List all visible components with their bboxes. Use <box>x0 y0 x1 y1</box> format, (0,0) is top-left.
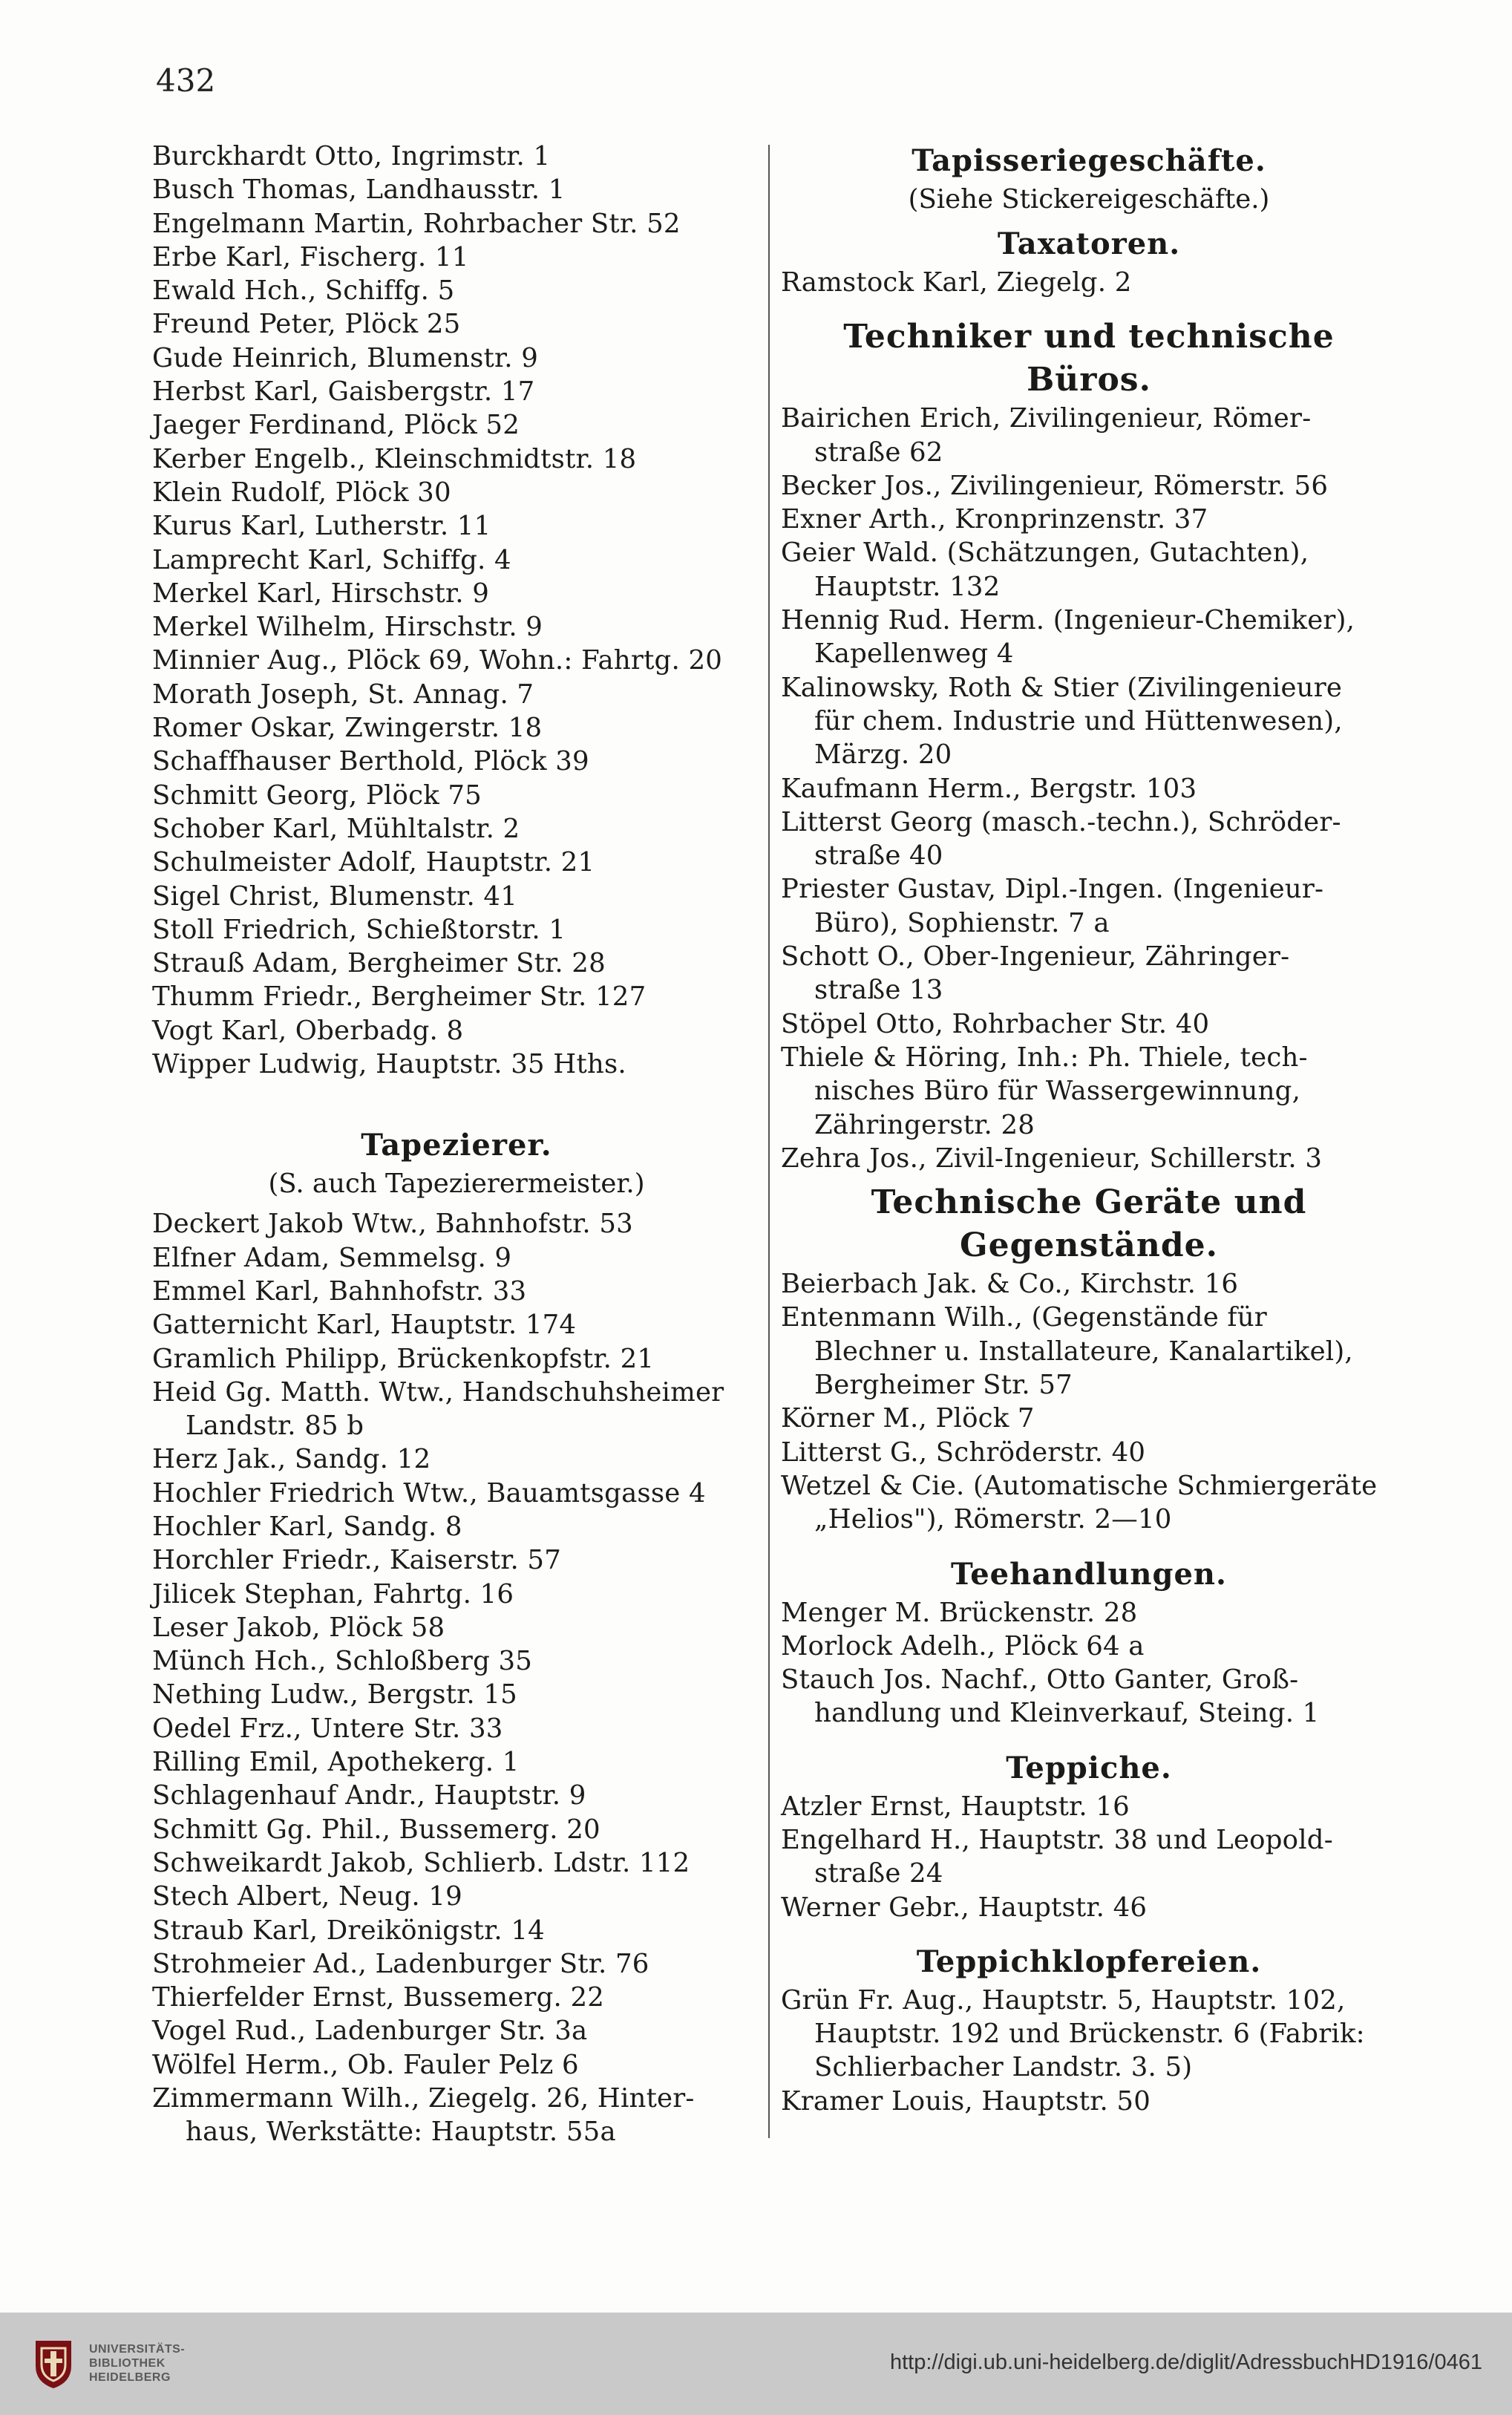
entry-list-taxatoren <box>781 266 1397 299</box>
directory-entry: Entenmann Wilh., (Gegenstände für <box>781 1302 1267 1333</box>
column-divider <box>768 145 770 2138</box>
section-heading-tapezierer: Tapezierer. <box>361 1128 552 1163</box>
directory-entry: Schmitt Gg. Phil., Bussemerg. 20 <box>152 1814 600 1845</box>
directory-entry: Straub Karl, Dreikönigstr. 14 <box>152 1915 545 1946</box>
directory-entry: Engelmann Martin, Rohrbacher Str. 52 <box>152 208 681 239</box>
directory-entry: Stauch Jos. Nachf., Otto Ganter, Groß- <box>781 1664 1299 1696</box>
directory-entry: Werner Gebr., Hauptstr. 46 <box>781 1892 1148 1923</box>
directory-entry: Kramer Louis, Hauptstr. 50 <box>781 2085 1151 2117</box>
directory-entry: Schott O., Ober-Ingenieur, Zähringer- <box>781 941 1290 973</box>
directory-entry: Thumm Friedr., Bergheimer Str. 127 <box>152 981 647 1013</box>
directory-entry-continuation: für chem. Industrie und Hüttenwesen), <box>814 705 1343 736</box>
directory-entry: Kalinowsky, Roth & Stier (Zivilingenieure <box>781 672 1343 703</box>
directory-entry: Herbst Karl, Gaisbergstr. 17 <box>152 376 535 408</box>
directory-entry: Bairichen Erich, Zivilingenieur, Römer- <box>781 403 1312 434</box>
section-heading-tapisserie: Tapisseriegeschäfte. <box>912 143 1266 178</box>
directory-entry: Morlock Adelh., Plöck 64 a <box>781 1630 1145 1661</box>
directory-entry: Strauß Adam, Bergheimer Str. 28 <box>152 948 606 979</box>
directory-entry: Sigel Christ, Blumenstr. 41 <box>152 880 517 912</box>
directory-entry: Geier Wald. (Schätzungen, Gutachten), <box>781 537 1309 569</box>
directory-entry: Merkel Wilhelm, Hirschstr. 9 <box>152 612 543 643</box>
directory-entry: Hochler Friedrich Wtw., Bauamtsgasse 4 <box>152 1477 706 1509</box>
directory-entry-continuation: Zähringerstr. 28 <box>814 1109 1035 1140</box>
directory-entry-continuation: Bergheimer Str. 57 <box>814 1370 1073 1401</box>
right-column <box>781 140 1397 2118</box>
directory-entry: Litterst Georg (masch.-techn.), Schröder- <box>781 806 1341 837</box>
section-heading-teppichklopfereien: Teppichklopfereien. <box>916 1944 1262 1979</box>
directory-entry: Zimmermann Wilh., Ziegelg. 26, Hinter- <box>152 2083 695 2114</box>
directory-entry: Schaffhauser Berthold, Plöck 39 <box>152 746 589 777</box>
directory-entry: Beierbach Jak. & Co., Kirchstr. 16 <box>781 1269 1239 1300</box>
directory-entry: Atzler Ernst, Hauptstr. 16 <box>781 1791 1130 1822</box>
section-heading-technische-geraete: Technische Geräte und Gegenstände. <box>871 1183 1307 1265</box>
directory-entry: Litterst G., Schröderstr. 40 <box>781 1437 1146 1468</box>
directory-entry: Stoll Friedrich, Schießtorstr. 1 <box>152 914 566 945</box>
directory-entry: Wipper Ludwig, Hauptstr. 35 Hths. <box>152 1049 626 1080</box>
library-name-line: UNIVERSITÄTS- <box>89 2342 186 2356</box>
section-heading-taxatoren: Taxatoren. <box>997 226 1181 261</box>
directory-entry: Münch Hch., Schloßberg 35 <box>152 1646 533 1677</box>
directory-entry-continuation: Hauptstr. 132 <box>814 571 1001 602</box>
directory-entry: Gatternicht Karl, Hauptstr. 174 <box>152 1310 577 1341</box>
directory-entry-continuation: Kapellenweg 4 <box>814 638 1014 670</box>
directory-entry: Minnier Aug., Plöck 69, Wohn.: Fahrtg. 20 <box>152 645 723 676</box>
directory-entry: Thiele & Höring, Inh.: Ph. Thiele, tech- <box>781 1042 1308 1073</box>
directory-entry: Hennig Rud. Herm. (Ingenieur-Chemiker), <box>781 605 1355 636</box>
directory-entry-continuation: nisches Büro für Wassergewinnung, <box>814 1076 1301 1107</box>
directory-entry: Ewald Hch., Schiffg. 5 <box>152 275 455 307</box>
directory-entry: Leser Jakob, Plöck 58 <box>152 1612 445 1643</box>
directory-entry: Zehra Jos., Zivil-Ingenieur, Schillerstr. 3 <box>781 1143 1323 1174</box>
directory-entry: Rilling Emil, Apothekerg. 1 <box>152 1747 520 1778</box>
directory-entry-continuation: Hauptstr. 192 und Brückenstr. 6 (Fabrik: <box>814 2019 1365 2050</box>
directory-entry: Kurus Karl, Lutherstr. 11 <box>152 511 491 542</box>
directory-entry: Wetzel & Cie. (Automatische Schmiergeräte <box>781 1470 1378 1501</box>
directory-entry: Schlagenhauf Andr., Hauptstr. 9 <box>152 1780 586 1811</box>
directory-entry: Stech Albert, Neug. 19 <box>152 1881 462 1912</box>
directory-entry: Kerber Engelb., Kleinschmidtstr. 18 <box>152 443 637 474</box>
directory-entry: Lamprecht Karl, Schiffg. 4 <box>152 544 511 575</box>
entry-list-teppiche <box>781 1790 1397 1924</box>
section-note-tapisserie: (Siehe Stickereigeschäfte.) <box>908 184 1270 215</box>
entry-list-tapezierer-b <box>152 1442 761 2115</box>
library-name <box>89 2342 185 2385</box>
directory-entry: Körner M., Plöck 7 <box>781 1403 1035 1434</box>
directory-entry: Wölfel Herm., Ob. Fauler Pelz 6 <box>152 2049 579 2080</box>
directory-entry: Vogt Karl, Oberbadg. 8 <box>152 1015 464 1046</box>
directory-entry: Schober Karl, Mühltalstr. 2 <box>152 813 520 844</box>
directory-entry: Oedel Frz., Untere Str. 33 <box>152 1713 503 1744</box>
directory-entry: Emmel Karl, Bahnhofstr. 33 <box>152 1275 527 1307</box>
directory-entry: Priester Gustav, Dipl.-Ingen. (Ingenieur- <box>781 874 1324 905</box>
directory-entry: Menger M. Brückenstr. 28 <box>781 1597 1138 1628</box>
library-logo[interactable] <box>31 2336 185 2390</box>
directory-entry-continuation: straße 24 <box>814 1858 943 1889</box>
directory-entry: Schmitt Georg, Plöck 75 <box>152 780 482 811</box>
directory-entry-continuation: Büro), Sophienstr. 7 a <box>814 907 1110 938</box>
directory-entry: Burckhardt Otto, Ingrimstr. 1 <box>152 141 551 171</box>
directory-entry: Grün Fr. Aug., Hauptstr. 5, Hauptstr. 102, <box>781 1984 1346 2016</box>
page-number: 432 <box>156 62 216 99</box>
footer-bar <box>0 2313 1512 2415</box>
section-note-tapezierer: (S. auch Tapezierermeister.) <box>268 1169 645 1200</box>
directory-entry: Freund Peter, Plöck 25 <box>152 309 461 340</box>
directory-entry: Vogel Rud., Ladenburger Str. 3a <box>152 2016 588 2047</box>
directory-entry: Horchler Friedr., Kaiserstr. 57 <box>152 1545 562 1576</box>
directory-entry-continuation: „Helios"), Römerstr. 2—10 <box>814 1504 1172 1535</box>
left-column <box>152 140 761 2149</box>
directory-entry: Stöpel Otto, Rohrbacher Str. 40 <box>781 1008 1210 1039</box>
directory-entry: Becker Jos., Zivilingenieur, Römerstr. 56 <box>781 470 1329 501</box>
directory-entry-continuation: straße 40 <box>814 840 943 872</box>
directory-entry-continuation: haus, Werkstätte: Hauptstr. 55a <box>186 2117 616 2148</box>
directory-entry: Nething Ludw., Bergstr. 15 <box>152 1679 517 1710</box>
directory-entry: Busch Thomas, Landhausstr. 1 <box>152 174 566 206</box>
directory-entry: Romer Oskar, Zwingerstr. 18 <box>152 713 543 744</box>
directory-entry-continuation: straße 62 <box>814 437 943 468</box>
directory-entry: Engelhard H., Hauptstr. 38 und Leopold- <box>781 1824 1333 1855</box>
directory-entry: Hochler Karl, Sandg. 8 <box>152 1511 462 1542</box>
directory-entry: Jilicek Stephan, Fahrtg. 16 <box>152 1578 514 1610</box>
entry-list-technische-geraete <box>781 1267 1397 1536</box>
directory-entry: Merkel Karl, Hirschstr. 9 <box>152 578 490 609</box>
library-seal-icon <box>31 2336 76 2390</box>
directory-entry-continuation: Schlierbacher Landstr. 3. 5) <box>814 2052 1193 2083</box>
directory-entry-continuation: Landstr. 85 b <box>186 1411 364 1442</box>
section-heading-teehandlungen: Teehandlungen. <box>951 1556 1227 1592</box>
directory-entry: Ramstock Karl, Ziegelg. 2 <box>781 267 1132 298</box>
entry-list-techniker <box>781 402 1397 1175</box>
directory-entry: Morath Joseph, St. Annag. 7 <box>152 679 534 710</box>
directory-entry-continuation: Blechner u. Installateure, Kanalartikel), <box>814 1336 1353 1367</box>
directory-entry: Erbe Karl, Fischerg. 11 <box>152 241 469 272</box>
directory-entry: Herz Jak., Sandg. 12 <box>152 1444 431 1475</box>
directory-entry-continuation: straße 13 <box>814 975 943 1006</box>
directory-entry-continuation: Märzg. 20 <box>814 739 952 771</box>
library-name-line: HEIDELBERG <box>89 2370 171 2384</box>
directory-entry: Schulmeister Adolf, Hauptstr. 21 <box>152 847 595 878</box>
directory-entry: Klein Rudolf, Plöck 30 <box>152 477 451 508</box>
directory-entry: Heid Gg. Matth. Wtw., Handschuhsheimer <box>152 1376 724 1408</box>
directory-entry: Deckert Jakob Wtw., Bahnhofstr. 53 <box>152 1209 633 1240</box>
directory-entry: Thierfelder Ernst, Bussemerg. 22 <box>152 1982 605 2013</box>
source-url-link[interactable]: http://digi.ub.uni-heidelberg.de/diglit/AdressbuchHD1916/0461 <box>889 2350 1482 2374</box>
entry-list-tapezierer-a <box>152 1207 761 1409</box>
directory-entry: Exner Arth., Kronprinzenstr. 37 <box>781 504 1208 535</box>
entry-list-teppichklopfereien <box>781 1984 1397 2118</box>
entry-list-teehandlungen <box>781 1596 1397 1731</box>
directory-entry: Jaeger Ferdinand, Plöck 52 <box>152 410 520 441</box>
directory-entry-continuation: handlung und Kleinverkauf, Steing. 1 <box>814 1698 1320 1729</box>
directory-entry: Kaufmann Herm., Bergstr. 103 <box>781 773 1197 804</box>
section-heading-techniker: Techniker und technische Büros. <box>843 318 1335 399</box>
directory-entry: Gude Heinrich, Blumenstr. 9 <box>152 342 539 373</box>
directory-entry: Schweikardt Jakob, Schlierb. Ldstr. 112 <box>152 1847 690 1878</box>
library-name-line: BIBLIOTHEK <box>89 2356 166 2370</box>
directory-entry: Strohmeier Ad., Ladenburger Str. 76 <box>152 1948 649 1979</box>
section-heading-teppiche: Teppiche. <box>1006 1750 1172 1785</box>
directory-entry: Elfner Adam, Semmelsg. 9 <box>152 1242 512 1273</box>
directory-entry: Gramlich Philipp, Brückenkopfstr. 21 <box>152 1343 655 1374</box>
entry-list-unlabeled <box>152 140 761 1081</box>
